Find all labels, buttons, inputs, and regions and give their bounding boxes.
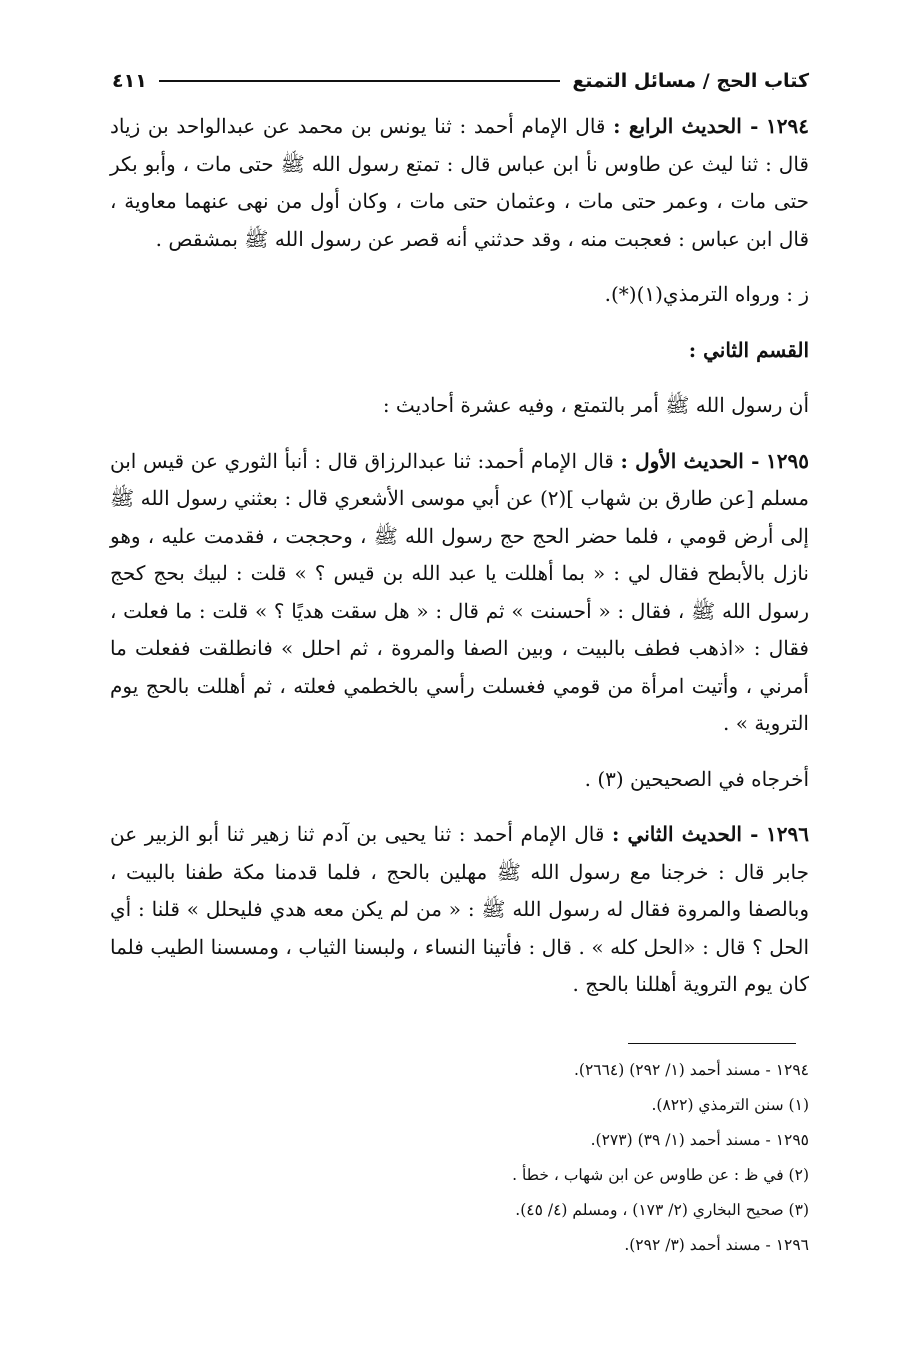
hadith-label: - الحديث الأول :	[620, 448, 760, 473]
header-rule	[159, 80, 561, 82]
section-heading: القسم الثاني :	[688, 337, 809, 362]
running-header	[112, 64, 809, 98]
footnote: ١٢٩٥ - مسند أحمد (١/ ٣٩) (٢٧٣).	[590, 1131, 809, 1149]
hadith-1295	[110, 443, 809, 743]
hadith-label: - الحديث الرابع :	[613, 114, 759, 138]
hadith-number: ١٢٩٦	[766, 822, 809, 846]
hadith-1296	[110, 816, 809, 1004]
hadith-text: قال الإمام أحمد : ثنا يونس بن محمد عن عبدالواحد بن زياد قال : ثنا ليث عن طاوس نأ ابن عباس قال : تمتع رسول الله ﷺ حتى مات ، وأبو بكر حتى مات ، وعمر حتى مات ، وعثمان حتى مات ، وكان أول من نهى عنهما معاوية ، قال ابن عباس : فعجبت منه ، وقد حدثني أنه قصر عن رسول الله ﷺ بمشقص .	[110, 114, 809, 251]
footnote: (٣) صحيح البخاري (٢/ ١٧٣) ، ومسلم (٤/ ٤٥).	[515, 1201, 809, 1219]
footnotes	[110, 1053, 809, 1263]
hadith-text: قال الإمام أحمد: ثنا عبدالرزاق قال : أنبأ الثوري عن قيس ابن مسلم [عن طارق بن شهاب ](٢) عن أبي موسى الأشعري قال : بعثني رسول الله ﷺ إلى أرض قومي ، فلما حضر الحج حج رسول الله ﷺ ، وحججت ، فقدمت عليه ، وهو نازل بالأبطح فقال لي : « بما أهللت يا عبد الله بن قيس ؟ » قلت : لبيك بحج كحج رسول الله ﷺ ، فقال : « أحسنت » ثم قال : « هل سقت هديًا ؟ » قلت : ما فعلت ، فقال : «اذهب فطف بالبيت ، وبين الصفا والمروة ، ثم احلل » فانطلقت ففعلت ما أمرني ، وأتيت امرأة من قومي فغسلت رأسي بالخطمي فعلته ، ثم أهللت بالحج يوم التروية » .	[110, 448, 810, 735]
footnote-rule	[628, 1043, 796, 1044]
main-text	[110, 108, 809, 1004]
hadith-label: - الحديث الثاني :	[612, 822, 759, 846]
section-subtitle: أن رسول الله ﷺ أمر بالتمتع ، وفيه عشرة أحاديث :	[382, 393, 809, 417]
hadith-number: ١٢٩٥	[766, 448, 809, 473]
footnote: (٢) في ظ : عن طاوس عن ابن شهاب ، خطأ .	[512, 1166, 809, 1184]
hadith-text: قال الإمام أحمد : ثنا يحيى بن آدم ثنا زهير ثنا أبو الزبير عن جابر قال : خرجنا مع رسول الله ﷺ مهلين بالحج ، فلما قدمنا مكة طفنا بالبيت ، وبالصفا والمروة فقال له رسول الله ﷺ : « من لم يكن معه هدي فليحلل » قلنا : أي الحل ؟ قال : «الحل كله » . قال : فأتينا النساء ، ولبسنا الثياب ، ومسسنا الطيب فلما كان يوم التروية أهللنا بالحج .	[110, 822, 809, 996]
hadith-number: ١٢٩٤	[766, 114, 810, 138]
page-number: ٤١١	[112, 70, 147, 92]
footnote: ١٢٩٤ - مسند أحمد (١/ ٢٩٢) (٢٦٦٤).	[573, 1061, 809, 1079]
footnote: (١) سنن الترمذي (٨٢٢).	[651, 1096, 809, 1114]
hadith-1295-note: أخرجاه في الصحيحين (٣) .	[584, 766, 809, 791]
hadith-1294	[110, 108, 809, 258]
hadith-1294-note: ز : ورواه الترمذي(١)(*).	[604, 282, 809, 306]
footnote: ١٢٩٦ - مسند أحمد (٣/ ٢٩٢).	[624, 1236, 809, 1254]
chapter-title: كتاب الحج / مسائل التمتع	[572, 70, 809, 92]
